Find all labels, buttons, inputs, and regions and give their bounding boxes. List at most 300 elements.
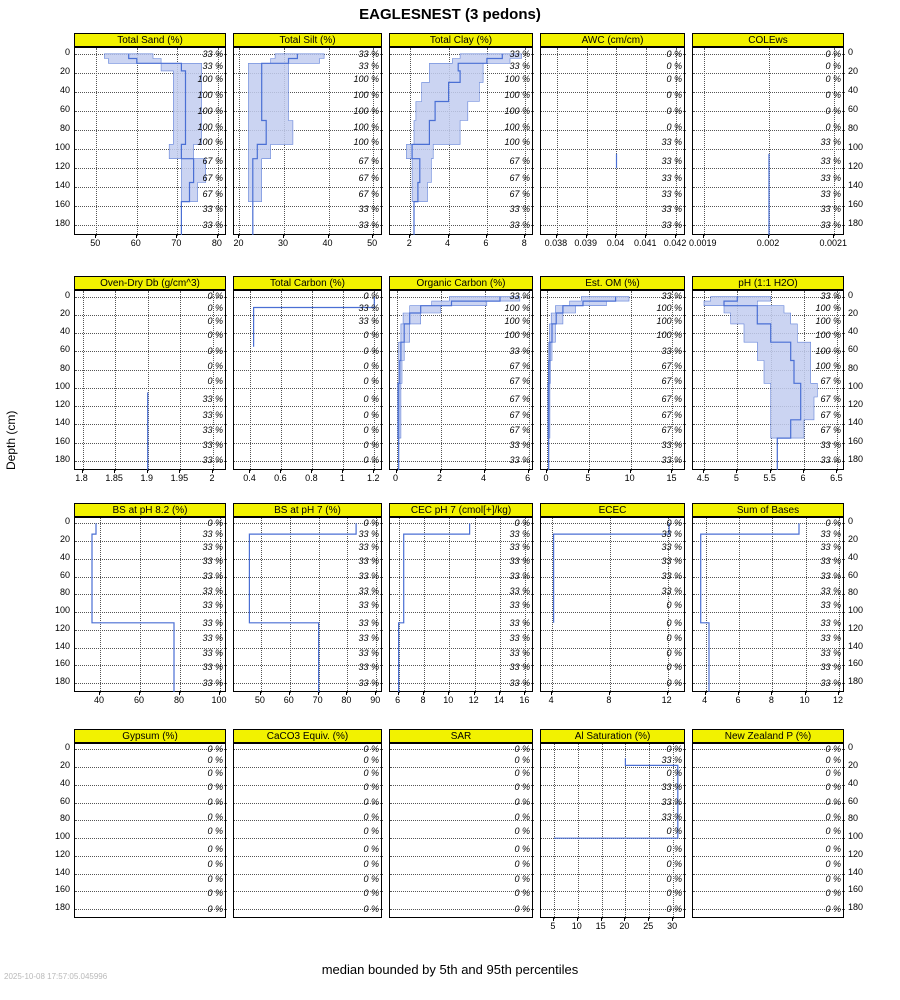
chart-panel — [692, 503, 864, 705]
percent-label: 67 % — [509, 188, 530, 199]
percent-label: 0 % — [825, 517, 841, 528]
x-tick-label: 1.9 — [140, 473, 153, 483]
x-tick-label: 40 — [93, 695, 104, 705]
percent-label: 33 % — [202, 662, 223, 673]
percent-label: 33 % — [202, 409, 223, 420]
x-tick-mark — [139, 692, 140, 695]
x-tick-label: 25 — [643, 921, 654, 931]
percent-label: 100 % — [504, 330, 530, 341]
percent-label: 0 % — [207, 376, 223, 387]
percent-label: 67 % — [358, 156, 379, 167]
y-tick-label: 60 — [59, 104, 70, 114]
x-tick-mark — [212, 470, 213, 473]
percent-label: 33 % — [820, 648, 841, 659]
x-tick-label: 6 — [483, 238, 489, 248]
percent-label: 33 % — [661, 291, 682, 302]
x-tick-label: 6.5 — [830, 473, 843, 483]
x-tick-mark — [147, 470, 148, 473]
x-tick-label: 0.0021 — [819, 238, 847, 248]
x-tick-mark — [738, 692, 739, 695]
percent-label: 33 % — [820, 137, 841, 148]
plot-area — [74, 517, 226, 692]
percent-label: 0 % — [207, 315, 223, 326]
percent-label: 0 % — [363, 345, 379, 356]
x-tick-mark — [346, 692, 347, 695]
x-tick-label: 5.5 — [763, 473, 776, 483]
percent-label: 33 % — [358, 204, 379, 214]
chart-panel — [54, 729, 226, 918]
chart-panel — [233, 503, 382, 705]
y-tick-label-right: 20 — [848, 760, 859, 771]
percent-label: 0 % — [666, 48, 682, 59]
percent-label: 0 % — [825, 74, 841, 85]
x-tick-mark — [484, 470, 485, 473]
percent-label: 33 % — [358, 48, 379, 59]
x-tick-label: 4 — [445, 238, 451, 248]
x-tick-mark — [99, 692, 100, 695]
y-tick-label: 160 — [54, 658, 70, 669]
percent-label: 0 % — [363, 859, 379, 870]
plot-area — [692, 47, 844, 235]
percent-label: 0 % — [666, 677, 682, 688]
percent-label: 33 % — [661, 220, 682, 231]
percent-label: 100 % — [815, 315, 841, 326]
chart-panel — [692, 729, 864, 918]
percent-label: 33 % — [202, 529, 223, 540]
y-tick-label: 60 — [59, 569, 70, 580]
percent-label: 33 % — [820, 618, 841, 629]
x-tick-label: 30 — [277, 238, 288, 248]
percent-label: 33 % — [820, 156, 841, 167]
chart-panel — [540, 33, 687, 248]
x-tick-label: 0.0019 — [689, 238, 717, 248]
percent-label: 33 % — [820, 571, 841, 582]
x-tick-mark — [630, 470, 631, 473]
percent-label: 100 % — [353, 105, 379, 116]
percent-label: 33 % — [202, 60, 223, 71]
x-tick-mark — [672, 918, 673, 921]
percent-label: 0 % — [207, 903, 223, 914]
percent-label: 0 % — [207, 755, 223, 766]
percent-label: 33 % — [661, 455, 682, 466]
panel-title: Organic Carbon (%) — [389, 276, 533, 290]
panel-title: SAR — [389, 729, 533, 743]
plot-area — [692, 290, 844, 470]
y-tick-label: 80 — [59, 813, 70, 824]
percent-label: 0 % — [207, 302, 223, 313]
percent-label: 100 % — [504, 89, 530, 100]
percent-label: 0 % — [825, 859, 841, 870]
percent-label: 33 % — [358, 556, 379, 567]
percent-label: 33 % — [661, 556, 682, 567]
percent-label: 0 % — [363, 439, 379, 450]
percent-label: 33 % — [202, 618, 223, 629]
x-tick-label: 1.95 — [170, 473, 189, 483]
percent-label: 0 % — [666, 767, 682, 778]
panel-title: New Zealand P (%) — [692, 729, 844, 743]
x-tick-mark — [805, 692, 806, 695]
percent-label: 67 % — [661, 361, 682, 372]
y-tick-label: 120 — [54, 161, 70, 172]
x-tick-mark — [474, 692, 475, 695]
x-tick-mark — [524, 692, 525, 695]
x-tick-mark — [82, 470, 83, 473]
x-tick-label: 50 — [254, 695, 265, 705]
x-tick-label: 1.2 — [366, 473, 380, 483]
percent-label: 67 % — [509, 376, 530, 387]
percent-label: 0 % — [666, 648, 682, 659]
percent-label: 33 % — [509, 677, 530, 688]
x-tick-mark — [440, 470, 441, 473]
percent-label: 0 % — [825, 743, 841, 754]
percent-label: 33 % — [202, 600, 223, 611]
x-tick-label: 40 — [322, 238, 333, 248]
x-tick-label: 2 — [209, 473, 215, 483]
percent-label: 67 % — [202, 172, 223, 183]
x-tick-mark — [342, 470, 343, 473]
x-tick-mark — [551, 692, 552, 695]
panel-title: Total Clay (%) — [389, 33, 533, 47]
percent-label: 0 % — [363, 291, 379, 302]
y-tick-label-right: 40 — [848, 551, 859, 562]
y-tick-label-right: 100 — [848, 380, 864, 391]
percent-label: 100 % — [656, 330, 682, 341]
x-tick-mark — [448, 235, 449, 238]
x-tick-label: 50 — [90, 238, 101, 248]
y-tick-label: 60 — [59, 795, 70, 806]
x-tick-mark — [833, 235, 834, 238]
y-tick-label: 180 — [54, 676, 70, 687]
percent-label: 0 % — [514, 517, 530, 528]
x-tick-mark — [705, 692, 706, 695]
percent-label: 0 % — [514, 755, 530, 766]
x-tick-mark — [609, 692, 610, 695]
y-tick-label-right: 20 — [848, 65, 859, 76]
percent-label: 33 % — [509, 345, 530, 356]
percent-label: 33 % — [509, 556, 530, 567]
percent-label: 0 % — [514, 826, 530, 837]
percent-label: 33 % — [661, 137, 682, 148]
panel-title: CaCO3 Equiv. (%) — [233, 729, 382, 743]
percent-label: 0 % — [825, 903, 841, 914]
percent-label: 33 % — [358, 571, 379, 582]
percent-label: 100 % — [504, 137, 530, 148]
y-tick-label: 140 — [54, 866, 70, 877]
percent-label: 33 % — [661, 156, 682, 167]
x-tick-mark — [703, 235, 704, 238]
y-tick-label-right: 180 — [848, 676, 864, 687]
percent-label: 33 % — [202, 633, 223, 644]
y-tick-label: 140 — [54, 417, 70, 428]
percent-label: 0 % — [825, 755, 841, 766]
y-tick-label: 100 — [54, 142, 70, 153]
gridline-horizontal — [75, 838, 227, 839]
percent-label: 0 % — [363, 517, 379, 528]
percent-label: 0 % — [666, 826, 682, 837]
y-tick-label: 0 — [64, 46, 70, 57]
chart-panel — [54, 503, 227, 705]
y-tick-label: 120 — [54, 622, 70, 633]
x-tick-mark — [398, 692, 399, 695]
plot-area — [540, 517, 685, 692]
percent-label: 0 % — [825, 797, 841, 808]
x-tick-mark — [803, 470, 804, 473]
y-tick-label-right: 160 — [848, 435, 864, 446]
panel-title: ECEC — [540, 503, 685, 517]
y-tick-label-right: 40 — [848, 777, 859, 788]
plot-area — [389, 517, 533, 692]
x-tick-label: 0.042 — [663, 238, 687, 248]
x-tick-label: 70 — [312, 695, 323, 705]
chart-panel — [689, 33, 864, 248]
x-tick-mark — [667, 692, 668, 695]
percent-label: 33 % — [509, 291, 530, 302]
y-tick-label: 80 — [59, 587, 70, 598]
percent-label: 0 % — [207, 291, 223, 302]
panel-title: Est. OM (%) — [540, 276, 685, 290]
percent-label: 33 % — [358, 586, 379, 597]
percent-label: 0 % — [363, 330, 379, 341]
percent-label: 67 % — [358, 172, 379, 183]
x-tick-label: 5 — [733, 473, 739, 483]
chart-panel — [389, 276, 533, 483]
y-tick-label-right: 140 — [848, 180, 864, 191]
x-tick-mark — [114, 470, 115, 473]
percent-label: 100 % — [504, 121, 530, 132]
percent-label: 100 % — [197, 105, 223, 116]
percent-label: 0 % — [825, 60, 841, 71]
x-tick-label: 60 — [133, 695, 144, 705]
y-tick-label-right: 40 — [848, 326, 859, 337]
x-tick-label: 100 — [211, 695, 227, 705]
percent-label: 33 % — [820, 633, 841, 644]
x-tick-label: 80 — [341, 695, 352, 705]
percent-label: 0 % — [666, 888, 682, 899]
x-tick-label: 4 — [548, 695, 554, 705]
y-tick-label: 40 — [59, 326, 70, 337]
y-tick-label-right: 180 — [848, 453, 864, 464]
y-tick-label-right: 180 — [848, 902, 864, 913]
percent-label: 100 % — [815, 302, 841, 313]
x-tick-label: 5 — [585, 473, 591, 483]
chart-panel — [54, 33, 226, 248]
x-tick-label: 1 — [339, 473, 345, 483]
x-tick-label: 6 — [395, 695, 401, 705]
gridline-horizontal — [75, 856, 227, 857]
x-tick-label: 70 — [171, 238, 182, 248]
y-tick-label-right: 0 — [848, 46, 854, 57]
x-tick-mark — [328, 235, 329, 238]
x-tick-mark — [553, 918, 554, 921]
panel-title: Oven-Dry Db (g/cm^3) — [74, 276, 226, 290]
y-tick-label: 40 — [59, 777, 70, 788]
panel-title: pH (1:1 H2O) — [692, 276, 844, 290]
percent-label: 100 % — [815, 361, 841, 372]
percent-label: 67 % — [509, 361, 530, 372]
percent-label: 100 % — [656, 315, 682, 326]
x-tick-label: 80 — [211, 238, 222, 248]
percent-label: 33 % — [820, 541, 841, 552]
percent-label: 33 % — [202, 648, 223, 659]
y-tick-label: 60 — [59, 344, 70, 355]
percent-label: 0 % — [666, 121, 682, 132]
percent-label: 33 % — [820, 662, 841, 673]
percent-label: 0 % — [207, 797, 223, 808]
percent-label: 33 % — [202, 541, 223, 552]
percent-label: 0 % — [666, 743, 682, 754]
percent-label: 33 % — [820, 291, 841, 302]
percent-label: 33 % — [820, 677, 841, 688]
percent-label: 33 % — [358, 618, 379, 629]
y-tick-label-right: 160 — [848, 658, 864, 669]
y-tick-label-right: 120 — [848, 848, 864, 859]
percent-label: 33 % — [358, 529, 379, 540]
percent-label: 33 % — [202, 394, 223, 405]
percent-label: 100 % — [353, 74, 379, 85]
x-tick-mark — [289, 692, 290, 695]
percent-label: 0 % — [825, 844, 841, 855]
percent-label: 0 % — [363, 812, 379, 823]
percent-label: 33 % — [202, 220, 223, 231]
percent-label: 0 % — [825, 874, 841, 885]
percent-label: 0 % — [363, 425, 379, 436]
y-tick-label: 160 — [54, 199, 70, 210]
percent-label: 100 % — [504, 105, 530, 116]
x-tick-label: 4.5 — [696, 473, 710, 483]
percent-label: 33 % — [202, 677, 223, 688]
gridline-horizontal — [390, 856, 534, 857]
y-tick-label-right: 160 — [848, 199, 864, 210]
x-tick-mark — [95, 235, 96, 238]
percent-label: 0 % — [825, 812, 841, 823]
x-tick-label: 8 — [606, 695, 612, 705]
x-tick-label: 12 — [832, 695, 843, 705]
percent-label: 100 % — [353, 89, 379, 100]
plot-area — [389, 743, 533, 918]
percent-label: 100 % — [197, 89, 223, 100]
x-tick-mark — [136, 235, 137, 238]
percent-label: 33 % — [661, 812, 682, 823]
percent-label: 0 % — [363, 874, 379, 885]
percent-label: 33 % — [509, 662, 530, 673]
x-tick-mark — [671, 470, 672, 473]
percent-label: 0 % — [363, 409, 379, 420]
percent-label: 0 % — [666, 105, 682, 116]
percent-label: 67 % — [509, 409, 530, 420]
plot-area — [233, 47, 382, 235]
percent-label: 33 % — [661, 755, 682, 766]
percent-label: 33 % — [358, 648, 379, 659]
percent-label: 33 % — [358, 315, 379, 326]
percent-label: 67 % — [661, 394, 682, 405]
percent-label: 33 % — [202, 571, 223, 582]
percent-label: 0 % — [207, 330, 223, 341]
x-tick-label: 0.039 — [574, 238, 597, 248]
x-tick-label: 15 — [666, 473, 677, 483]
x-tick-label: 0.8 — [305, 473, 318, 483]
y-tick-label: 100 — [54, 831, 70, 842]
chart-panel — [233, 33, 382, 248]
x-tick-mark — [624, 918, 625, 921]
percent-label: 33 % — [358, 677, 379, 688]
plot-area — [233, 290, 382, 470]
x-tick-label: 0.4 — [243, 473, 256, 483]
percent-label: 67 % — [820, 376, 841, 387]
percent-label: 0 % — [666, 89, 682, 100]
x-tick-mark — [318, 692, 319, 695]
percent-label: 100 % — [197, 121, 223, 132]
percent-label: 33 % — [202, 556, 223, 567]
x-tick-mark — [409, 235, 410, 238]
panel-title: Total Silt (%) — [233, 33, 382, 47]
percent-label: 67 % — [509, 172, 530, 183]
x-tick-label: 30 — [667, 921, 678, 931]
percent-label: 0 % — [207, 888, 223, 899]
percent-label: 33 % — [661, 541, 682, 552]
percent-label: 67 % — [509, 425, 530, 436]
x-tick-mark — [836, 470, 837, 473]
y-tick-label-right: 120 — [848, 622, 864, 633]
gridline-horizontal — [234, 838, 383, 839]
percent-label: 33 % — [509, 618, 530, 629]
percent-label: 33 % — [509, 571, 530, 582]
y-tick-label: 140 — [54, 180, 70, 191]
x-tick-label: 0.002 — [756, 238, 780, 248]
percent-label: 67 % — [509, 394, 530, 405]
y-tick-label: 100 — [54, 605, 70, 616]
plot-area — [540, 290, 685, 470]
y-tick-label-right: 100 — [848, 142, 864, 153]
percent-label: 0 % — [825, 767, 841, 778]
percent-label: 33 % — [509, 220, 530, 231]
x-tick-label: 6 — [800, 473, 806, 483]
x-tick-mark — [546, 470, 547, 473]
x-tick-label: 4 — [481, 473, 487, 483]
panel-title: Gypsum (%) — [74, 729, 226, 743]
y-tick-label-right: 140 — [848, 640, 864, 651]
percent-label: 33 % — [358, 662, 379, 673]
x-tick-mark — [771, 692, 772, 695]
y-tick-label-right: 120 — [848, 161, 864, 172]
x-tick-label: 8 — [420, 695, 426, 705]
y-tick-label: 20 — [59, 307, 70, 318]
plot-area — [74, 743, 226, 918]
percent-label: 0 % — [825, 105, 841, 116]
percent-label: 0 % — [207, 844, 223, 855]
percent-label: 0 % — [363, 743, 379, 754]
percent-label: 0 % — [666, 633, 682, 644]
y-tick-label-right: 80 — [848, 123, 859, 134]
x-tick-label: 5 — [550, 921, 556, 931]
y-tick-label-right: 20 — [848, 307, 859, 318]
percent-label: 33 % — [820, 220, 841, 231]
y-tick-label: 120 — [54, 848, 70, 859]
percent-label: 0 % — [363, 826, 379, 837]
y-tick-label: 180 — [54, 218, 70, 229]
x-tick-mark — [703, 470, 704, 473]
y-tick-label-right: 20 — [848, 534, 859, 545]
percent-label: 33 % — [661, 188, 682, 199]
percent-label: 33 % — [358, 541, 379, 552]
plot-area — [74, 290, 226, 470]
x-tick-label: 2 — [406, 238, 412, 248]
percent-label: 0 % — [666, 618, 682, 629]
percent-label: 33 % — [820, 529, 841, 540]
x-tick-label: 14 — [494, 695, 505, 705]
x-tick-mark — [736, 470, 737, 473]
percent-label: 100 % — [504, 302, 530, 313]
x-tick-label: 80 — [173, 695, 184, 705]
